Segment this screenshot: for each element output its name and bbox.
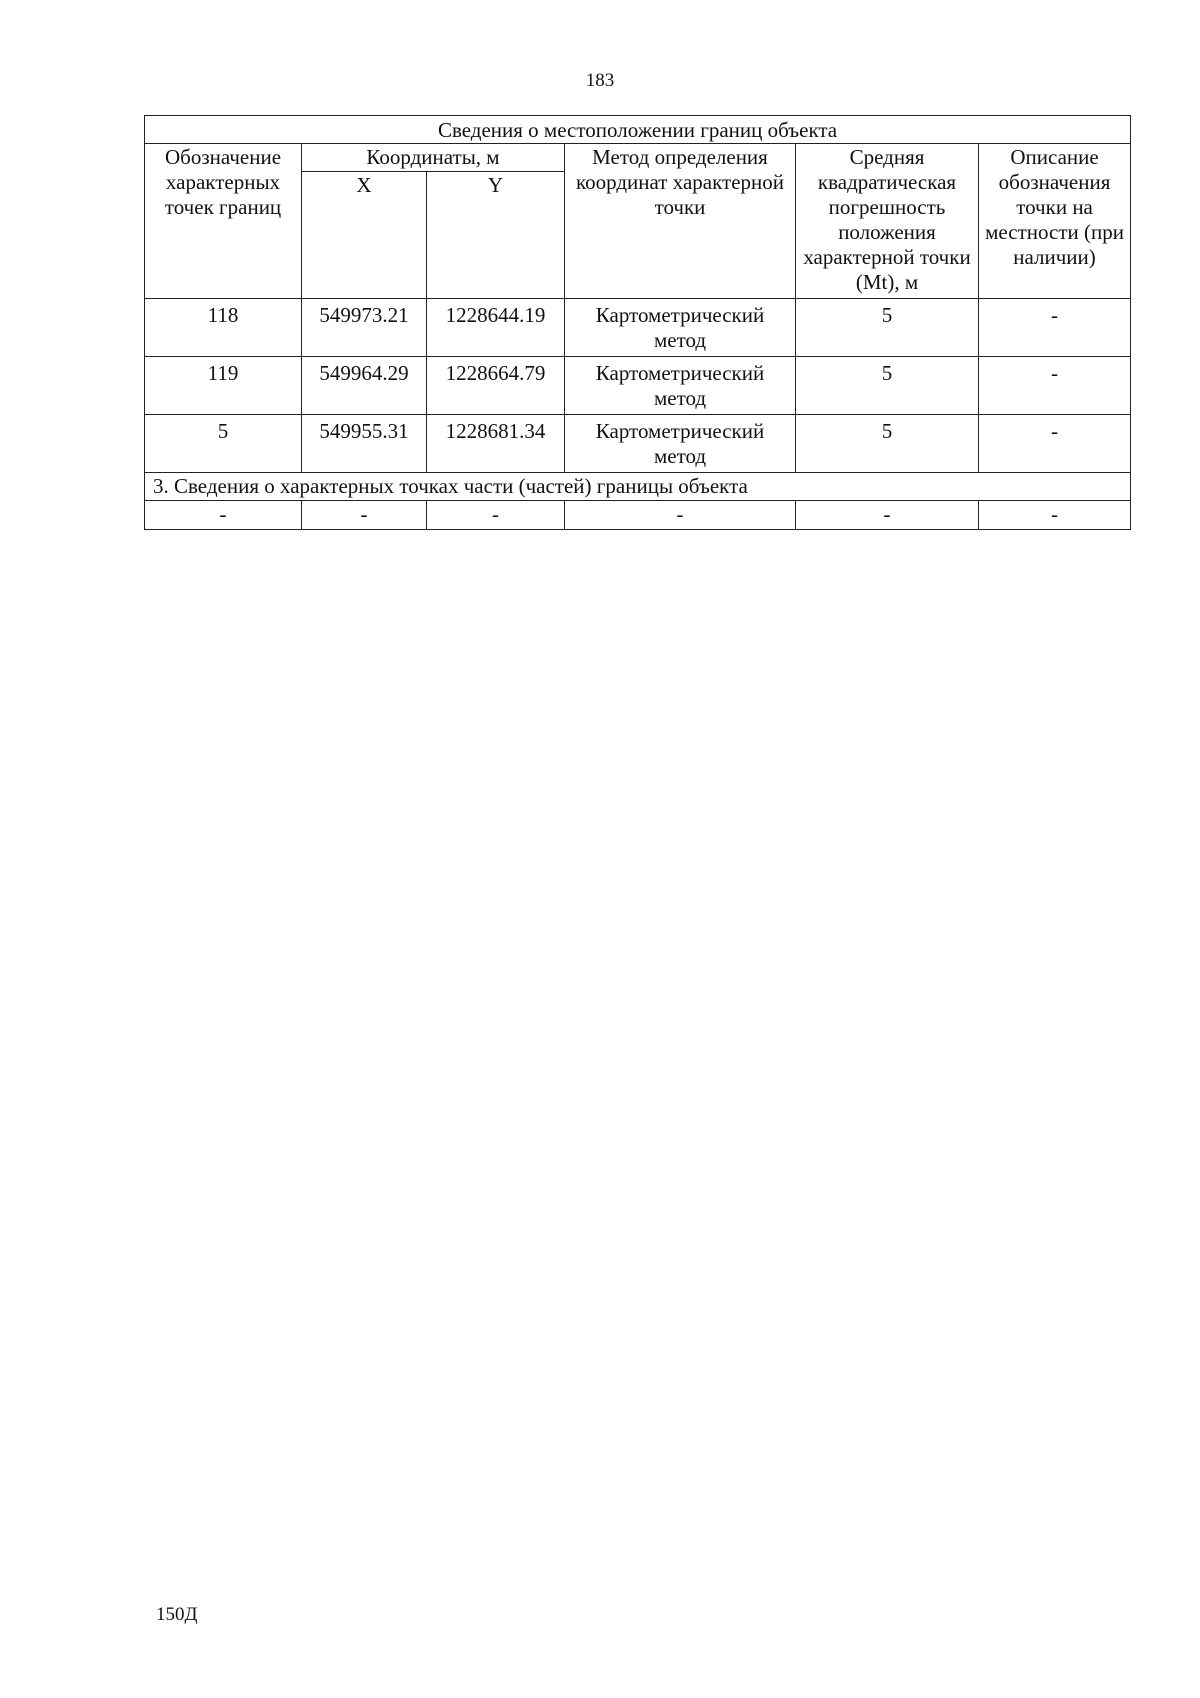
cell-description: - [979, 415, 1131, 473]
header-point-designation: Обозначение характерных точек границ [145, 144, 302, 299]
section3-title: 3. Сведения о характерных точках части (частей) границы объекта [145, 473, 1131, 501]
header-y: Y [427, 172, 565, 299]
header-x: X [302, 172, 427, 299]
table-row [145, 299, 1131, 357]
cell-y: 1228681.34 [427, 415, 565, 473]
cell-method: Картометрический метод [565, 299, 796, 357]
cell-error: 5 [796, 357, 979, 415]
section3-title-row [145, 473, 1131, 501]
page-number: 183 [585, 70, 615, 91]
header-coordinates: Координаты, м [302, 144, 565, 172]
cell-x: 549973.21 [302, 299, 427, 357]
cell-error: 5 [796, 299, 979, 357]
cell-y: 1228644.19 [427, 299, 565, 357]
cell-point: 118 [145, 299, 302, 357]
cell-method: Картометрический метод [565, 415, 796, 473]
cell-point: 5 [145, 415, 302, 473]
header-row-1 [145, 144, 1131, 172]
section3-row [145, 501, 1131, 530]
cell-y: 1228664.79 [427, 357, 565, 415]
cell-x: 549964.29 [302, 357, 427, 415]
header-method: Метод определения координат характерной точки [565, 144, 796, 299]
section3-cell: - [979, 501, 1131, 530]
table-caption: Сведения о местоположении границ объекта [145, 116, 1131, 144]
section3-cell: - [565, 501, 796, 530]
cell-description: - [979, 357, 1131, 415]
header-description: Описание обозначения точки на местности (при наличии) [979, 144, 1131, 299]
section3-cell: - [796, 501, 979, 530]
table-row [145, 357, 1131, 415]
header-error: Средняя квадратическая погрешность положения характерной точки (Mt), м [796, 144, 979, 299]
cell-error: 5 [796, 415, 979, 473]
table-row [145, 415, 1131, 473]
section3-cell: - [427, 501, 565, 530]
section3-cell: - [302, 501, 427, 530]
footer-code: 150Д [156, 1604, 198, 1625]
cell-method: Картометрический метод [565, 357, 796, 415]
table-caption-row [145, 116, 1131, 144]
section3-cell: - [145, 501, 302, 530]
cell-x: 549955.31 [302, 415, 427, 473]
cell-point: 119 [145, 357, 302, 415]
cell-description: - [979, 299, 1131, 357]
boundary-points-table [144, 115, 1131, 530]
